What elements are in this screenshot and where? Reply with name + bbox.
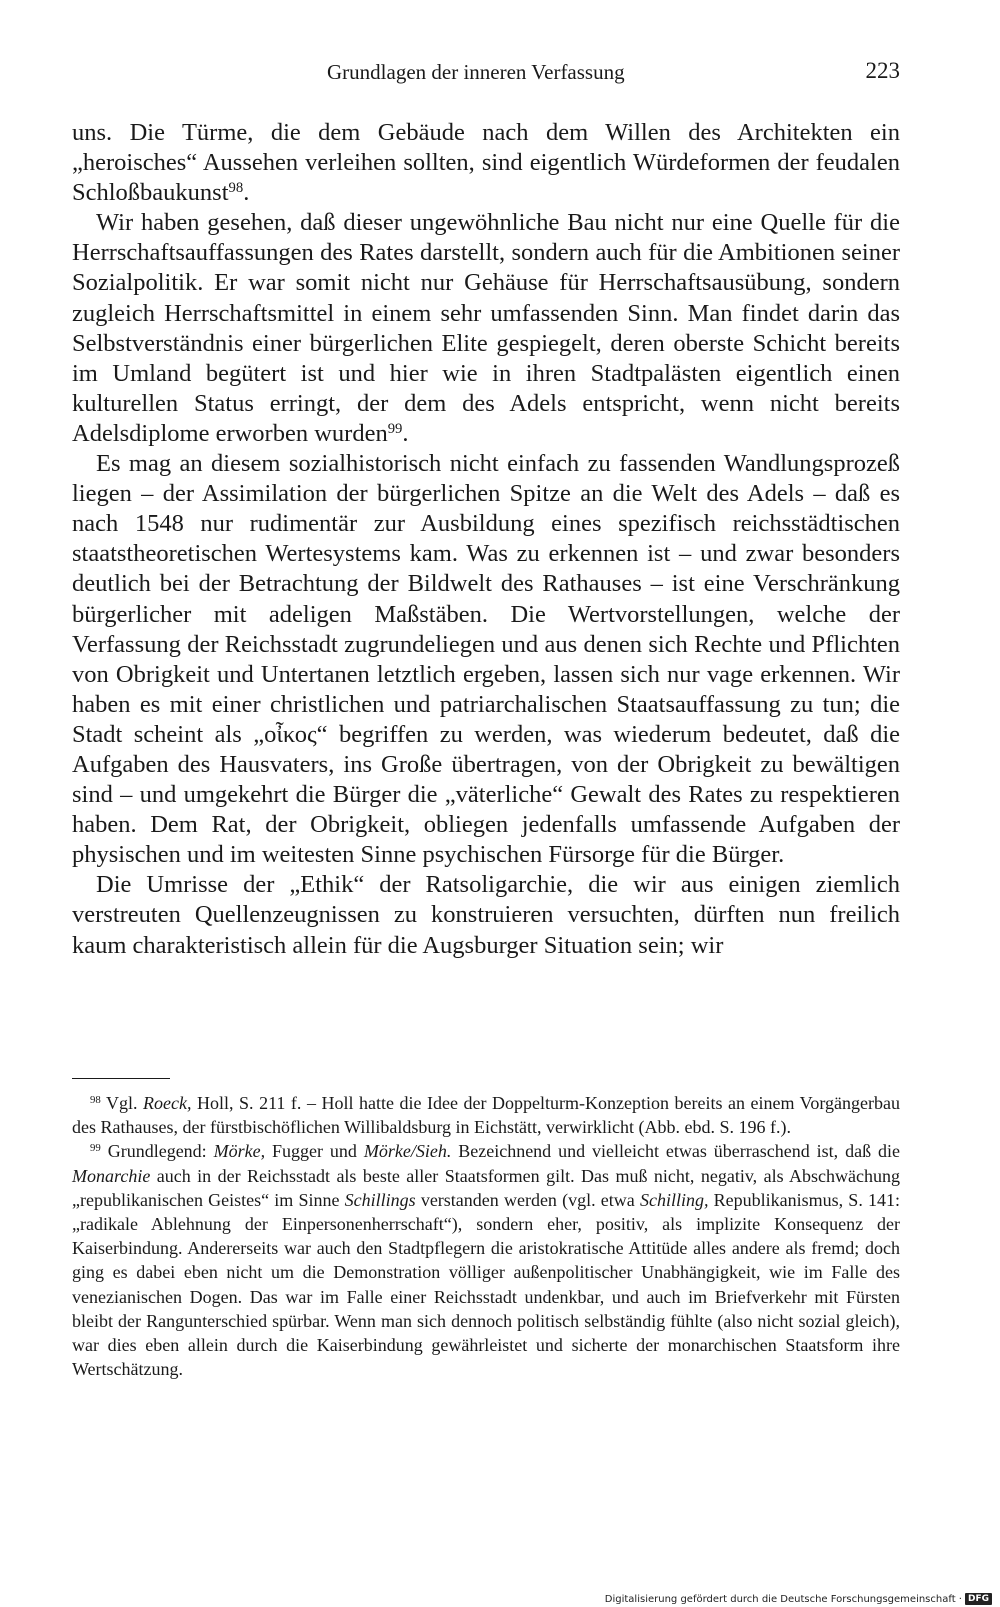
author-name: Schillings bbox=[344, 1189, 416, 1210]
credit-text: Digitalisierung gefördert durch die Deutsche Forschungsgemeinschaft · bbox=[604, 1593, 962, 1605]
author-name: Mörke/Sieh. bbox=[363, 1141, 452, 1162]
footnote-ref-98: 98 bbox=[228, 180, 244, 197]
footnote-separator bbox=[72, 1078, 170, 1079]
footnote-number: 99 bbox=[90, 1142, 101, 1155]
footnote-ref-99: 99 bbox=[387, 420, 403, 437]
emphasis: Monarchie bbox=[72, 1165, 151, 1186]
paragraph-2-text: Wir haben gesehen, daß dieser ungewöhnliche Bau nicht nur eine Quelle für die Herrschaftsauffassungen des Rates darstellt, sondern auch für die Ambitionen seiner Sozialpolitik. Er war somit nicht nur Gehäuse für Herrschaftsausübung, sondern zugleich Herrschaftsmittel in einem sehr umfassenden Sinn. Man findet darin das Selbstverständnis einer bürgerlichen Elite gespiegelt, deren oberste Schicht bereits im Umland begütert ist und hier wie in ihren Stadtpalästen eigentlich einen kulturellen Status erringt, der dem des Adels entspricht, wenn nicht bereits Adelsdiplome erworben wurden bbox=[72, 209, 900, 447]
page-header bbox=[72, 60, 900, 92]
paragraph-1-end: . bbox=[243, 179, 250, 207]
paragraph-2-end: . bbox=[402, 419, 409, 447]
footnote-text: Bezeichnend und vielleicht etwas überraschend ist, daß die bbox=[451, 1141, 900, 1162]
paragraph-4: Die Umrisse der „Ethik“ der Ratsoligarchie, die wir aus einigen ziemlich verstreuten Quellenzeugnissen zu konstruieren versuchten, dürften nun freilich kaum charakteristisch allein für die Augsburger Situation sein; wir bbox=[72, 871, 900, 959]
footnote-text: Vgl. bbox=[100, 1093, 144, 1113]
footnote-98 bbox=[72, 1091, 900, 1139]
page-number: 223 bbox=[865, 58, 900, 83]
main-text bbox=[72, 118, 900, 961]
footnote-text: Holl, S. 211 f. – Holl hatte die Idee der Doppelturm-Konzeption bereits an einem Vorgängerbau des Rathauses, der fürstbischöflichen Willibaldsburg in Eichstätt, verwirklicht (Abb. ebd. S. 196 f.). bbox=[72, 1093, 900, 1138]
footnote-text: verstanden werden (vgl. etwa bbox=[415, 1189, 640, 1210]
paragraph-1 bbox=[72, 118, 900, 208]
paragraph-1-text: uns. Die Türme, die dem Gebäude nach dem Willen des Architekten ein „heroisches“ Aussehen verleihen sollten, sind eigentlich Würdeformen der feudalen Schloßbaukunst bbox=[72, 119, 900, 207]
paragraph-2 bbox=[72, 208, 900, 449]
footnote-text: auch in der Reichsstadt als beste aller Staatsformen gilt. Das muß nicht, negativ, als Abschwächung „republikanischen Geistes“ im Sinne bbox=[72, 1165, 900, 1210]
footnote-number: 98 bbox=[90, 1094, 101, 1107]
digitization-credit bbox=[605, 1593, 992, 1605]
footnotes bbox=[72, 1091, 900, 1381]
author-name: Schilling, bbox=[639, 1189, 709, 1210]
author-name: Mörke, bbox=[213, 1141, 266, 1162]
author-name: Roeck, bbox=[143, 1093, 192, 1113]
footnote-text: Grundlegend: bbox=[100, 1141, 214, 1162]
dfg-logo: DFG bbox=[965, 1593, 992, 1605]
footnote-text: Fugger und bbox=[265, 1141, 364, 1162]
footnote-99 bbox=[72, 1139, 900, 1381]
paragraph-3: Es mag an diesem sozialhistorisch nicht einfach zu fassenden Wandlungsprozeß liegen – der Assimilation der bürgerlichen Spitze an die Welt des Adels – daß es nach 1548 nur rudimentär zur Ausbildung eines spezifisch reichsstädtischen staatstheoretischen Wertesystems kam. Was zu erkennen ist – und zwar besonders deutlich bei der Betrachtung der Bildwelt des Rathauses – ist eine Verschränkung bürgerlicher mit adeligen Maßstäben. Die Wertvorstellungen, welche der Verfassung der Reichsstadt zugrundeliegen und aus denen sich Rechte und Pflichten von Obrigkeit und Untertanen letztlich ergeben, lassen sich nur vage erkennen. Wir haben es mit einer christlichen und patriarchalischen Staatsauffassung zu tun; die Stadt scheint als „οἶκος“ begriffen zu werden, was wiederum bedeutet, daß die Aufgaben des Hausvaters, ins Große übertragen, von der Obrigkeit zu bewältigen sind – und umgekehrt die Bürger die „väterliche“ Gewalt des Rates zu respektieren haben. Dem Rat, der Obrigkeit, obliegen jedenfalls umfassende Aufgaben der physischen und im weitesten Sinne psychischen Fürsorge für die Bürger. bbox=[72, 450, 900, 869]
running-title: Grundlagen der inneren Verfassung bbox=[327, 60, 625, 84]
footnote-text: Republikanismus, S. 141: „radikale Ablehnung der Einpersonenherrschaft“), sondern eher, positiv, als implizite Konsequenz der Kaiserbindung. Andererseits war auch den Stadtpflegern die aristokratische Attitüde alles andere als fremd; doch ging es dabei eben nicht um die Demonstration völliger außenpolitischer Unabhängigkeit, wie im Falle des venezianischen Dogen. Das war im Falle einer Reichsstadt undenkbar, und auch im Briefverkehr mit Fürsten bleibt der Rangunterschied spürbar. Wenn man sich dennoch politisch selbständig fühlte (also nicht sozial gleich), war dies eben allein durch die Kaiserbindung gewährleistet und sicherte der monarchischen Staatsform ihre Wertschätzung. bbox=[72, 1189, 900, 1380]
